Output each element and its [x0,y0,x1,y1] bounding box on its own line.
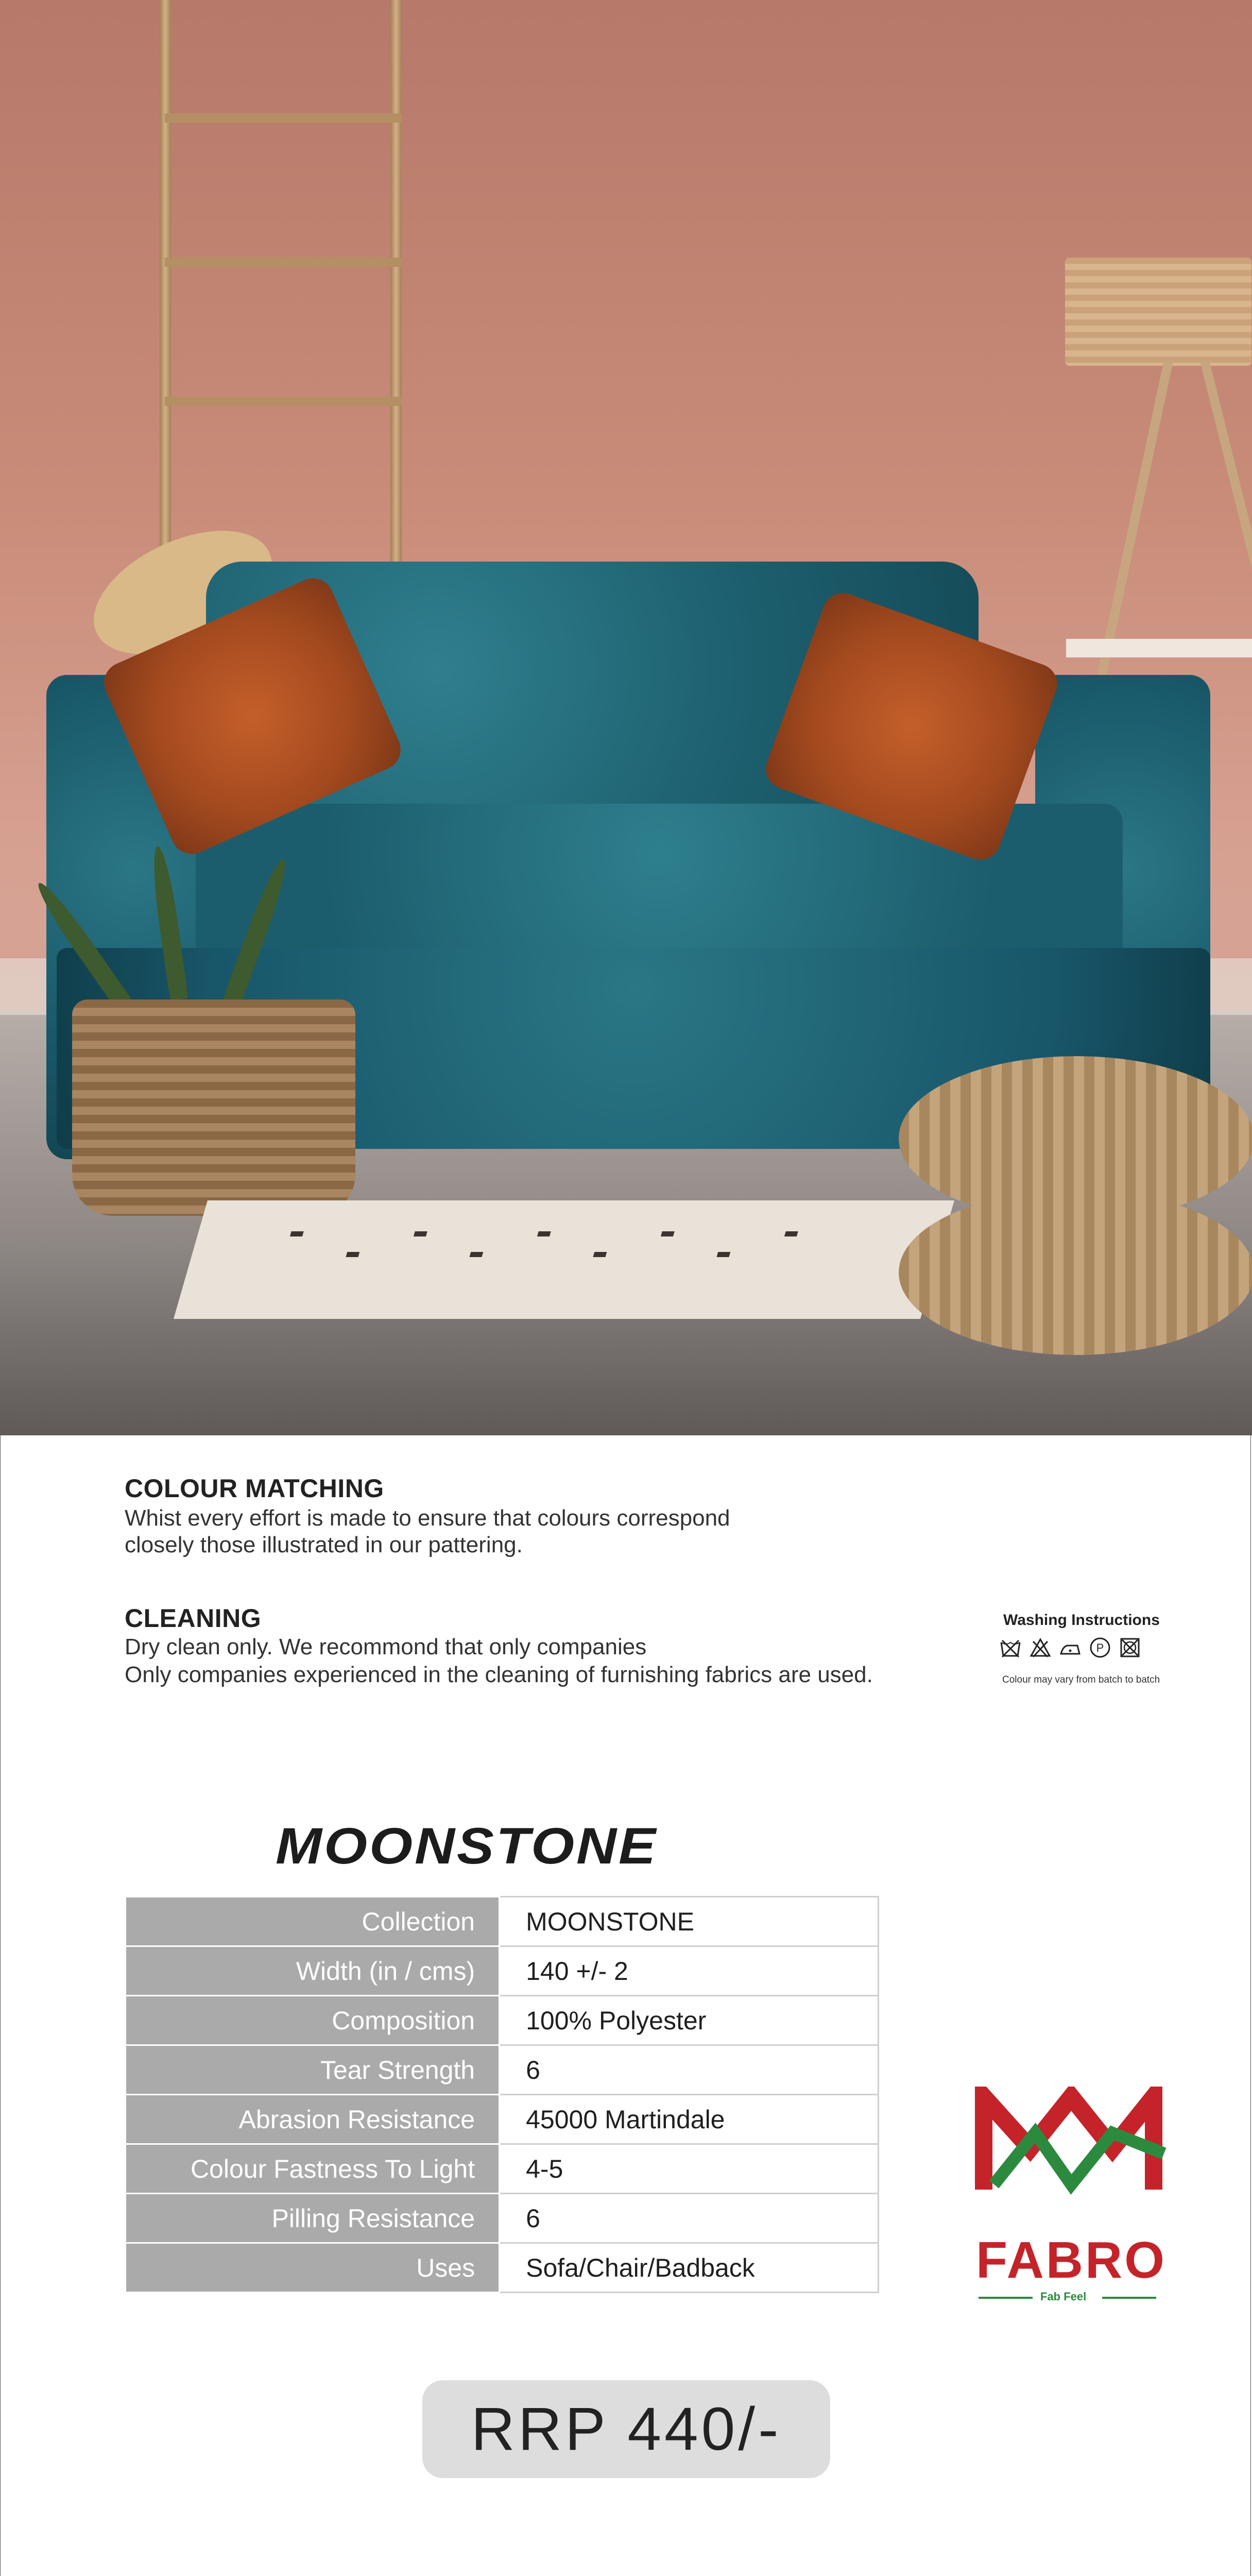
colour-matching-line-2: closely those illustrated in our pattering. [125,1532,523,1557]
pouf-bottom [899,1190,1252,1355]
colour-matching-title: COLOUR MATCHING [125,1474,384,1503]
table-row [126,2194,879,2243]
table-row [126,2045,879,2095]
spec-label: Composition [126,1996,500,2045]
spec-label: Collection [126,1897,500,1946]
table-row [126,2095,879,2144]
rug [174,1200,954,1319]
cleaning-title: CLEANING [125,1604,262,1633]
spec-label: Pilling Resistance [126,2194,500,2243]
iron-low-heat-icon [1059,1636,1082,1659]
ladder-rung [165,397,402,406]
table-row [126,1897,879,1946]
table-row [126,1996,879,2045]
rug-pattern-mark [593,1252,607,1257]
table-row [126,1946,879,1996]
rug-pattern-mark [784,1231,798,1236]
cleaning-line-2: Only companies experienced in the cleaning of furnishing fabrics are used. [125,1662,873,1687]
tagline-rule-left [979,2297,1033,2299]
ladder-rung [165,113,402,123]
spec-value: 6 [500,2194,879,2243]
spec-value: 100% Polyester [500,1996,879,2045]
spec-value: Sofa/Chair/Badback [500,2243,879,2293]
do-not-bleach-icon [1029,1636,1052,1659]
rug-pattern-mark [716,1252,730,1257]
washing-icons [999,1636,1141,1659]
rug-pattern-mark [537,1231,551,1236]
spec-label: Uses [126,2243,500,2293]
colour-matching-line-1: Whist every effort is made to ensure that colours correspond [125,1505,730,1531]
spec-value: MOONSTONE [500,1897,879,1946]
lamp-shade [1065,258,1251,366]
spec-value: 45000 Martindale [500,2095,879,2144]
side-table [1066,639,1252,657]
rug-pattern-mark [346,1252,359,1257]
spec-value: 140 +/- 2 [500,1946,879,1996]
rug-pattern-mark [414,1231,427,1236]
rug-pattern-mark [661,1231,675,1236]
rug-pattern-mark [469,1252,483,1257]
woven-basket [72,999,355,1216]
table-row [126,2243,879,2293]
spec-label: Tear Strength [126,2045,500,2095]
svg-text:P: P [1096,1641,1104,1654]
ladder-rail-right [390,0,402,582]
tagline-rule-right [1102,2297,1156,2299]
brand-name: FABRO [976,2231,1167,2289]
do-not-wash-icon [999,1636,1022,1659]
spec-table [125,1896,879,2293]
spec-value: 6 [500,2045,879,2095]
spec-label: Abrasion Resistance [126,2095,500,2144]
cleaning-line-1: Dry clean only. We recommond that only companies [125,1634,647,1659]
do-not-tumble-dry-icon [1119,1636,1141,1659]
washing-instructions-title: Washing Instructions [1003,1612,1160,1629]
ladder-rail-left [160,0,171,582]
table-row [126,2144,879,2194]
product-title: MOONSTONE [276,1817,658,1875]
rug-pattern-mark [290,1231,304,1236]
spec-value: 4-5 [500,2144,879,2194]
price-text: RRP 440/- [471,2395,782,2463]
spec-label: Width (in / cms) [126,1946,500,1996]
dry-clean-p-icon [1089,1636,1111,1659]
ladder-rung [165,258,402,267]
brand-tagline: Fab Feel [1040,2290,1087,2303]
colour-variation-note: Colour may vary from batch to batch [1002,1674,1160,1685]
price-badge [422,2380,830,2478]
spec-label: Colour Fastness To Light [126,2144,500,2194]
